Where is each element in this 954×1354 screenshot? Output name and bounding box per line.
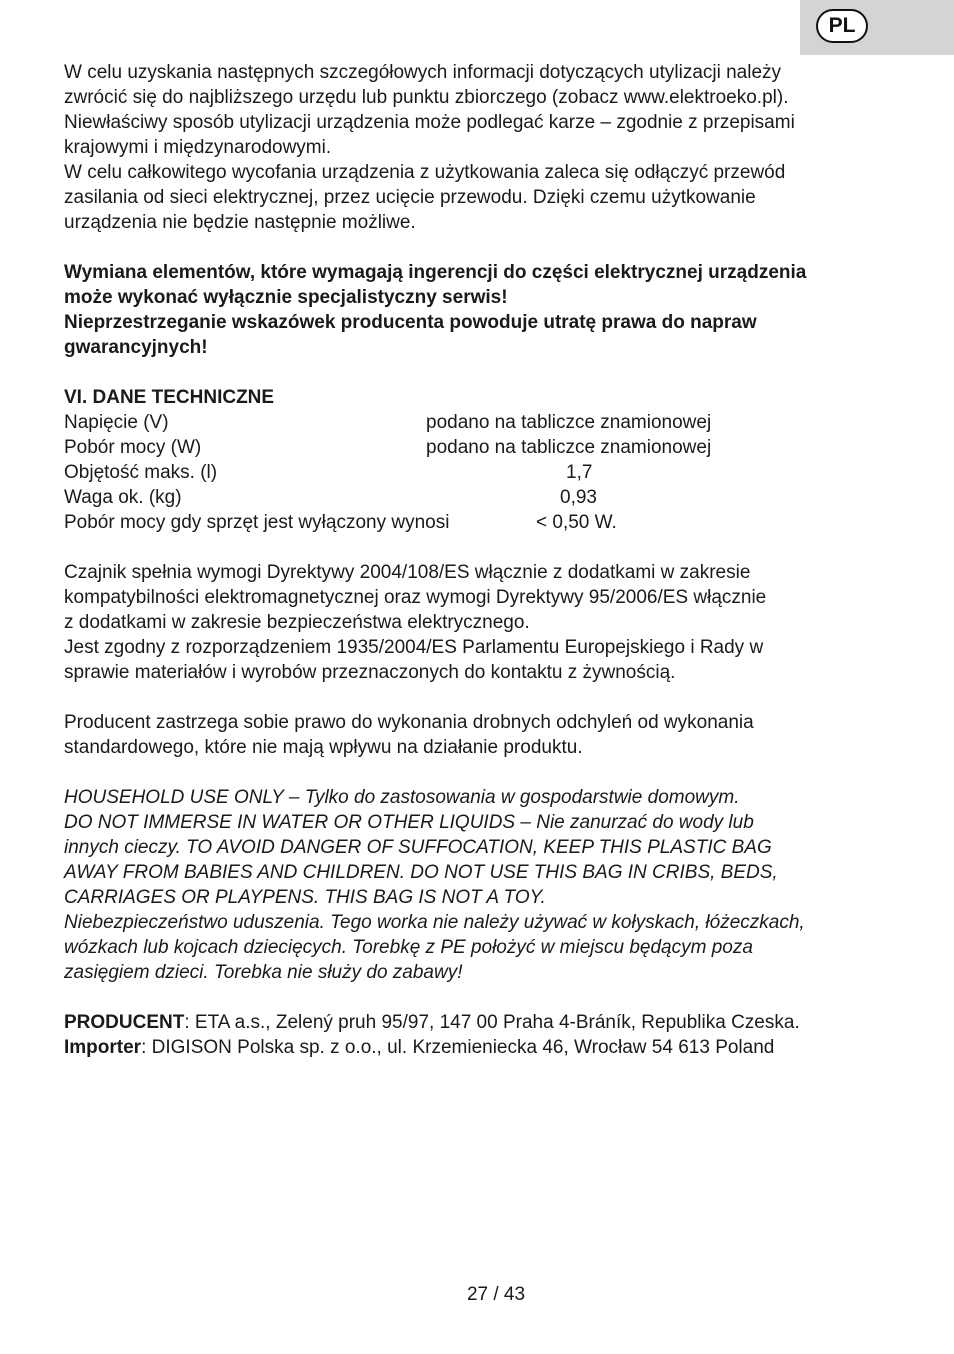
reservation-section bbox=[64, 710, 884, 760]
disposal-line: krajowymi i międzynarodowymi. bbox=[64, 137, 332, 158]
spec-label: Waga ok. (kg) bbox=[64, 487, 182, 508]
compliance-line: kompatybilności elektromagnetycznej oraz wymogi Dyrektywy 95/2006/ES włącznie bbox=[64, 587, 767, 608]
spec-label: Objętość maks. (l) bbox=[64, 462, 218, 483]
household-line: wózkach lub kojcach dziecięcych. Torebkę z PE położyć w miejscu będącym poza bbox=[64, 937, 753, 958]
spacer bbox=[64, 360, 884, 385]
spec-row bbox=[64, 435, 884, 460]
disposal-line: urządzenia nie będzie następnie możliwe. bbox=[64, 212, 416, 233]
spacer bbox=[64, 985, 884, 1010]
compliance-line: z dodatkami w zakresie bezpieczeństwa elektrycznego. bbox=[64, 612, 530, 633]
spec-value: 1,7 bbox=[566, 462, 593, 483]
spec-label: Pobór mocy (W) bbox=[64, 437, 202, 458]
compliance-line: Jest zgodny z rozporządzeniem 1935/2004/ES Parlamentu Europejskiego i Rady w bbox=[64, 637, 764, 658]
importer-line bbox=[64, 1035, 884, 1060]
household-warning bbox=[64, 785, 884, 985]
household-line: HOUSEHOLD USE ONLY – Tylko do zastosowania w gospodarstwie domowym. bbox=[64, 787, 740, 808]
importer-address: : DIGISON Polska sp. z o.o., ul. Krzemieniecka 46, Wrocław 54 613 Poland bbox=[141, 1037, 775, 1058]
warning-line: może wykonać wyłącznie specjalistyczny serwis! bbox=[64, 287, 508, 308]
producer-label: PRODUCENT bbox=[64, 1012, 185, 1033]
household-line: DO NOT IMMERSE IN WATER OR OTHER LIQUIDS – Nie zanurzać do wody lub bbox=[64, 812, 754, 833]
spacer bbox=[64, 535, 884, 560]
producer-address: : ETA a.s., Zelený pruh 95/97, 147 00 Praha 4-Bráník, Republika Czeska. bbox=[184, 1012, 800, 1033]
spec-value: 0,93 bbox=[560, 487, 597, 508]
compliance-section bbox=[64, 560, 884, 685]
reservation-line: Producent zastrzega sobie prawo do wykonania drobnych odchyleń od wykonania bbox=[64, 712, 754, 733]
spec-label: Pobór mocy gdy sprzęt jest wyłączony wynosi bbox=[64, 512, 450, 533]
spec-value: < 0,50 W. bbox=[536, 512, 617, 533]
spec-value: podano na tabliczce znamionowej bbox=[426, 412, 712, 433]
household-line: AWAY FROM BABIES AND CHILDREN. DO NOT USE THIS BAG IN CRIBS, BEDS, bbox=[64, 862, 778, 883]
warning-line: gwarancyjnych! bbox=[64, 337, 208, 358]
page-number: 27 / 43 bbox=[466, 1284, 526, 1305]
disposal-line: zwrócić się do najbliższego urzędu lub punktu zbiorczego (zobacz www.elektroeko.pl). bbox=[64, 87, 789, 108]
compliance-line: Czajnik spełnia wymogi Dyrektywy 2004/108/ES włącznie z dodatkami w zakresie bbox=[64, 562, 751, 583]
spec-value: podano na tabliczce znamionowej bbox=[426, 437, 712, 458]
disposal-line: zasilania od sieci elektrycznej, przez ucięcie przewodu. Dzięki czemu użytkowanie bbox=[64, 187, 756, 208]
producer-line bbox=[64, 1010, 884, 1035]
importer-label: Importer bbox=[64, 1037, 142, 1058]
disposal-line: W celu całkowitego wycofania urządzenia z użytkowania zaleca się odłączyć przewód bbox=[64, 162, 786, 183]
compliance-line: sprawie materiałów i wyrobów przeznaczonych do kontaktu z żywnością. bbox=[64, 662, 676, 683]
spec-label: Napięcie (V) bbox=[64, 412, 169, 433]
spec-row bbox=[64, 460, 884, 485]
service-warning bbox=[64, 260, 884, 360]
disposal-line: Niewłaściwy sposób utylizacji urządzenia może podlegać karze – zgodnie z przepisami bbox=[64, 112, 795, 133]
contacts-section bbox=[64, 1010, 884, 1060]
document-body bbox=[64, 60, 884, 1060]
disposal-line: W celu uzyskania następnych szczegółowych informacji dotyczących utylizacji należy bbox=[64, 62, 782, 83]
technical-data-section bbox=[64, 385, 884, 535]
reservation-line: standardowego, które nie mają wpływu na działanie produktu. bbox=[64, 737, 583, 758]
warning-line: Wymiana elementów, które wymagają ingerencji do części elektrycznej urządzenia bbox=[64, 262, 807, 283]
spec-row bbox=[64, 510, 884, 535]
household-line: CARRIAGES OR PLAYPENS. THIS BAG IS NOT A TOY. bbox=[64, 887, 546, 908]
spacer bbox=[64, 760, 884, 785]
language-tab bbox=[800, 0, 954, 55]
warning-line: Nieprzestrzeganie wskazówek producenta powoduje utratę prawa do napraw bbox=[64, 312, 757, 333]
household-line: Niebezpieczeństwo uduszenia. Tego worka nie należy używać w kołyskach, łóżeczkach, bbox=[64, 912, 805, 933]
spec-row bbox=[64, 410, 884, 435]
disposal-section bbox=[64, 60, 884, 235]
spacer bbox=[64, 685, 884, 710]
section-heading: VI. DANE TECHNICZNE bbox=[64, 387, 275, 408]
spec-row bbox=[64, 485, 884, 510]
language-badge: PL bbox=[816, 9, 868, 43]
household-line: zasięgiem dzieci. Torebka nie służy do zabawy! bbox=[64, 962, 463, 983]
household-line: innych cieczy. TO AVOID DANGER OF SUFFOCATION, KEEP THIS PLASTIC BAG bbox=[64, 837, 772, 858]
spacer bbox=[64, 235, 884, 260]
